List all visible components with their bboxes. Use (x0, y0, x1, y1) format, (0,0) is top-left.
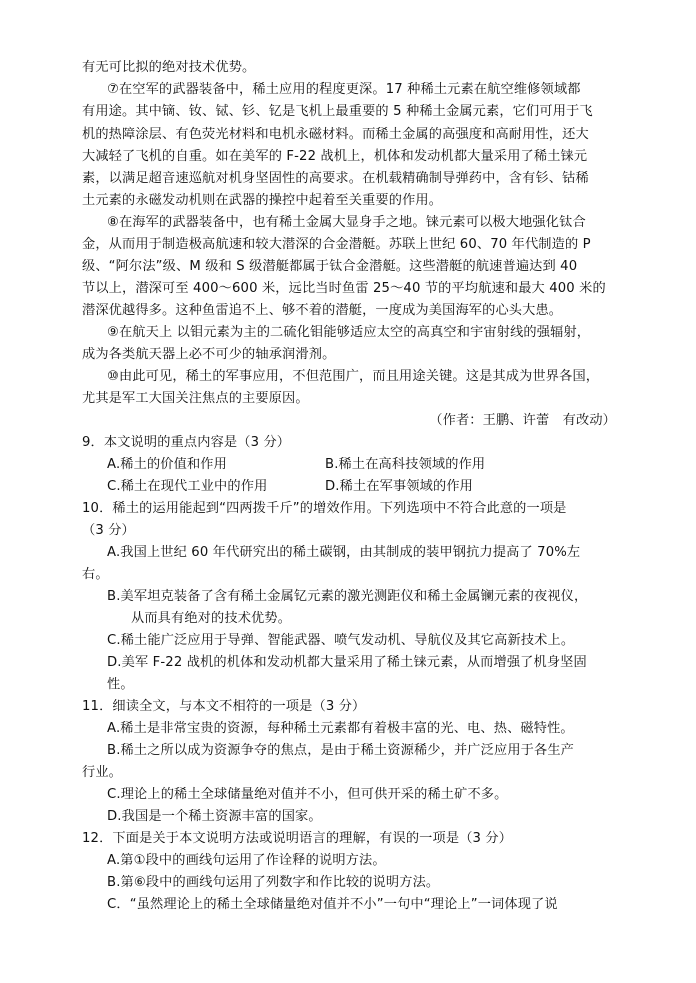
question-10-option-d: D.美军 F-22 战机的机体和发动机都大量采用了稀土铼元素，从而增强了机身坚固 (107, 655, 587, 670)
question-10-option-b-cont: 从而具有绝对的技术优势。 (131, 611, 292, 626)
question-11-option-a: A.稀土是非常宝贵的资源，每种稀土元素都有着极丰富的光、电、热、磁特性。 (107, 721, 574, 736)
question-10-stem: 10．稀土的运用能起到“四两拨千斤”的增效作用。下列选项中不符合此意的一项是 (82, 501, 567, 516)
question-12-option-b: B.第⑥段中的画线句运用了列数字和作比较的说明方法。 (107, 875, 440, 890)
question-9-option-c: C.稀土在现代工业中的作用 (107, 479, 268, 494)
paragraph-10-line: 尤其是军工大国关注焦点的主要原因。 (82, 391, 309, 406)
question-11-option-b-cont: 行业。 (82, 765, 123, 780)
question-10-option-d-cont: 性。 (107, 677, 134, 692)
passage-line: 有无可比拟的绝对技术优势。 (82, 60, 256, 75)
paragraph-7-line: 素，以满足超音速巡航对机身坚固性的高要求。在机载精确制导弹药中，含有钐、钴稀 (82, 171, 589, 186)
question-11-option-d: D.我国是一个稀土资源丰富的国家。 (107, 809, 322, 824)
paragraph-8-line: 潜深优越得多。这种鱼雷追不上、够不着的潜艇，一度成为美国海军的心头大患。 (82, 303, 563, 318)
paragraph-7-line: 土元素的永磁发动机则在武器的操控中起着至关重要的作用。 (82, 193, 443, 208)
question-9-option-a: A.稀土的价值和作用 (107, 457, 227, 472)
question-9-stem: 9．本文说明的重点内容是（3 分） (82, 435, 291, 450)
paragraph-9-line: 成为各类航天器上必不可少的轴承润滑剂。 (82, 347, 336, 362)
paragraph-7-line: 机的热障涂层、有色荧光材料和电机永磁材料。而稀土金属的高强度和高耐用性，还大 (82, 127, 589, 142)
question-9-option-d: D.稀土在军事领域的作用 (325, 479, 474, 494)
question-10-option-a: A.我国上世纪 60 年代研究出的稀土碳钢，由其制成的装甲钢抗力提高了 70%左 (107, 545, 581, 560)
question-9-option-b: B.稀土在高科技领域的作用 (325, 457, 486, 472)
question-12-stem: 12．下面是关于本文说明方法或说明语言的理解，有误的一项是（3 分） (82, 831, 513, 846)
question-12-option-a: A.第①段中的画线句运用了作诠释的说明方法。 (107, 853, 386, 868)
question-9-options-row (107, 454, 616, 476)
paragraph-7-line: 大减轻了飞机的自重。如在美军的 F-22 战机上，机体和发动机都大量采用了稀土铼元 (82, 149, 588, 164)
paragraph-7-line: ⑦在空军的武器装备中，稀土应用的程度更深。17 种稀土元素在航空维修领域都 (107, 82, 581, 97)
paragraph-7-line: 有用途。其中镝、钕、铽、钐、钇是飞机上最重要的 5 种稀土金属元素，它们可用于飞 (82, 104, 593, 119)
question-10-option-c: C.稀土能广泛应用于导弹、智能武器、喷气发动机、导航仪及其它高新技术上。 (107, 633, 575, 648)
paragraph-8-line: 节以上，潜深可至 400～600 米，远比当时鱼雷 25～40 节的平均航速和最大 400 米的 (82, 281, 606, 296)
question-10-option-a-cont: 右。 (82, 567, 109, 582)
question-11-option-b: B.稀土之所以成为资源争夺的焦点，是由于稀土资源稀少，并广泛应用于各生产 (107, 743, 575, 758)
paragraph-10-line: ⑩由此可见，稀土的军事应用，不但范围广，而且用途关键。这是其成为世界各国， (107, 369, 600, 384)
question-9-options-row (107, 476, 616, 498)
paragraph-8-line: 金，从而用于制造极高航速和较大潜深的合金潜艇。苏联上世纪 60、70 年代制造的 P (82, 237, 591, 252)
question-11-stem: 11．细读全文，与本文不相符的一项是（3 分） (82, 699, 366, 714)
paragraph-8-line: ⑧在海军的武器装备中，也有稀土金属大显身手之地。铼元素可以极大地强化钛合 (107, 215, 586, 230)
question-10-option-b: B.美军坦克装备了含有稀土金属钇元素的激光测距仪和稀土金属镧元素的夜视仪， (107, 589, 588, 604)
author-credit: （作者：王鹏、许蕾 有改动） (429, 413, 616, 428)
question-10-stem-cont: （3 分） (82, 523, 135, 538)
paragraph-9-line: ⑨在航天上 以钼元素为主的二硫化钼能够适应太空的高真空和宇宙射线的强辐射， (107, 325, 591, 340)
question-12-option-c: C．“虽然理论上的稀土全球储量绝对值并不小”一句中“理论上”一词体现了说 (107, 897, 558, 912)
question-11-option-c: C.理论上的稀土全球储量绝对值并不小，但可供开采的稀土矿不多。 (107, 787, 508, 802)
paragraph-8-line: 级、“阿尔法”级、M 级和 S 级潜艇都属于钛合金潜艇。这些潜艇的航速普遍达到 40 (82, 259, 578, 274)
